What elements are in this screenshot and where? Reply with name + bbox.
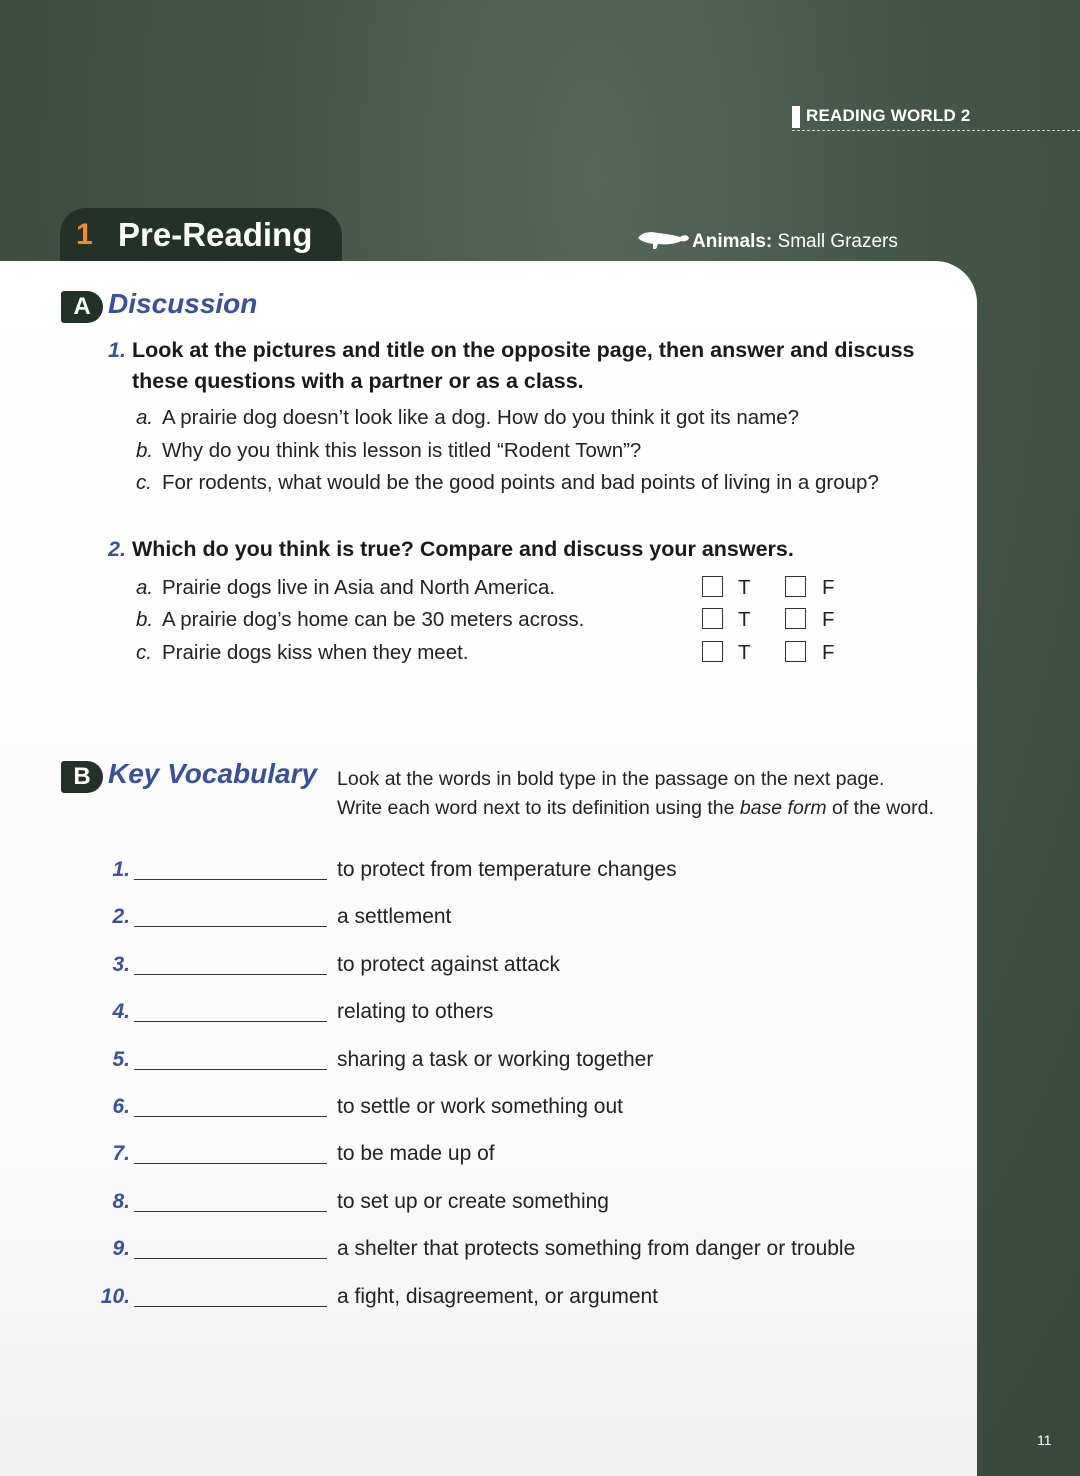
false-checkbox-b[interactable] [785, 608, 806, 629]
vocabulary-answer-blank[interactable] [134, 1116, 327, 1117]
question-1-number: 1. [108, 338, 126, 362]
item-letter: c. [136, 471, 152, 494]
vocabulary-number: 6. [112, 1095, 130, 1118]
question-1 [108, 335, 958, 397]
vocabulary-answer-blank[interactable] [134, 879, 327, 880]
question-2-item-a [136, 576, 555, 600]
instruction-line-2 [337, 794, 934, 823]
question-2-item-b [136, 608, 584, 632]
question-2-item-c [136, 641, 469, 665]
false-label: F [822, 576, 835, 599]
question-1-line1: Look at the pictures and title on the opposite page, then answer and discuss [132, 338, 915, 362]
instruction-emphasis: base form [739, 797, 827, 819]
vocabulary-number: 7. [112, 1142, 130, 1166]
vocabulary-answer-blank[interactable] [134, 1211, 327, 1212]
vocabulary-definition: a shelter that protects something from danger or trouble [337, 1237, 856, 1261]
vocabulary-definition: to settle or work something out [337, 1095, 623, 1118]
vocabulary-definition: to protect against attack [337, 952, 560, 976]
item-letter: b. [136, 439, 154, 462]
topic-label [636, 228, 898, 256]
vocabulary-number: 3. [112, 952, 130, 976]
series-title: READING WORLD 2 [806, 106, 971, 125]
prairie-dog-icon [636, 228, 690, 256]
vocabulary-definition: to be made up of [337, 1142, 495, 1166]
vocabulary-definition: to set up or create something [337, 1189, 609, 1213]
vocabulary-answer-blank[interactable] [134, 1069, 327, 1070]
item-text: Prairie dogs kiss when they meet. [162, 641, 469, 664]
section-a-title: Discussion [108, 288, 258, 319]
vocabulary-answer-blank[interactable] [134, 926, 327, 927]
topic-value: Small Grazers [777, 231, 898, 253]
item-letter: b. [136, 608, 154, 631]
question-2-text: Which do you think is true? Compare and discuss your answers. [132, 537, 794, 561]
vocabulary-definition: relating to others [337, 1000, 494, 1024]
item-text: Prairie dogs live in Asia and North America. [162, 576, 556, 599]
true-checkbox-c[interactable] [702, 641, 723, 662]
vocabulary-definition: to protect from temperature changes [337, 858, 677, 881]
instruction-text: Write each word next to its definition using the [337, 797, 740, 819]
vocabulary-number: 5. [112, 1047, 130, 1071]
question-2-number: 2. [108, 537, 126, 561]
topic-category: Animals: [692, 231, 773, 253]
vocabulary-definition: a fight, disagreement, or argument [337, 1284, 659, 1308]
question-1-line2: these questions with a partner or as a class. [132, 369, 584, 393]
vocabulary-answer-blank[interactable] [134, 1306, 327, 1307]
true-label: T [738, 576, 751, 599]
true-checkbox-b[interactable] [702, 608, 723, 629]
false-label: F [822, 608, 835, 631]
item-text: For rodents, what would be the good points and bad points of living in a group? [162, 471, 879, 494]
section-b-title: Key Vocabulary [108, 758, 318, 789]
vocabulary-number: 9. [112, 1237, 130, 1261]
item-text: Why do you think this lesson is titled “Rodent Town”? [162, 439, 642, 462]
vocabulary-answer-blank[interactable] [134, 974, 327, 975]
page-number: 11 [1037, 1432, 1052, 1448]
vocabulary-instructions [337, 765, 934, 823]
vocabulary-number: 2. [112, 905, 130, 929]
instruction-text: of the word. [826, 797, 934, 819]
vocabulary-answer-blank[interactable] [134, 1021, 327, 1022]
vocabulary-number: 1. [112, 858, 130, 881]
question-1-item-b [136, 439, 641, 463]
series-bar [792, 106, 800, 128]
item-letter: a. [136, 576, 154, 599]
vocabulary-number: 4. [112, 1000, 130, 1024]
section-tab [60, 208, 342, 268]
vocabulary-definition: a settlement [337, 905, 452, 929]
vocabulary-answer-blank[interactable] [134, 1163, 327, 1164]
section-b-badge: B [61, 761, 103, 793]
series-header [792, 104, 1080, 131]
instruction-line-1: Look at the words in bold type in the passage on the next page. [337, 768, 885, 790]
false-checkbox-a[interactable] [785, 576, 806, 597]
item-letter: a. [136, 406, 154, 429]
section-title: Pre-Reading [118, 216, 313, 253]
vocabulary-number: 10. [100, 1284, 130, 1308]
question-1-item-a [136, 406, 799, 430]
item-text: A prairie dog doesn’t look like a dog. How do you think it got its name? [162, 406, 800, 429]
true-checkbox-a[interactable] [702, 576, 723, 597]
true-label: T [738, 641, 751, 664]
item-letter: c. [136, 641, 152, 664]
item-text: A prairie dog’s home can be 30 meters across. [162, 608, 585, 631]
vocabulary-answer-blank[interactable] [134, 1258, 327, 1259]
question-2 [108, 534, 958, 565]
section-a-badge: A [61, 291, 103, 323]
question-1-item-c [136, 471, 879, 495]
section-number: 1 [76, 218, 93, 251]
vocabulary-number: 8. [112, 1189, 130, 1213]
vocabulary-definition: sharing a task or working together [337, 1047, 654, 1071]
true-label: T [738, 608, 751, 631]
false-checkbox-c[interactable] [785, 641, 806, 662]
false-label: F [822, 641, 835, 664]
